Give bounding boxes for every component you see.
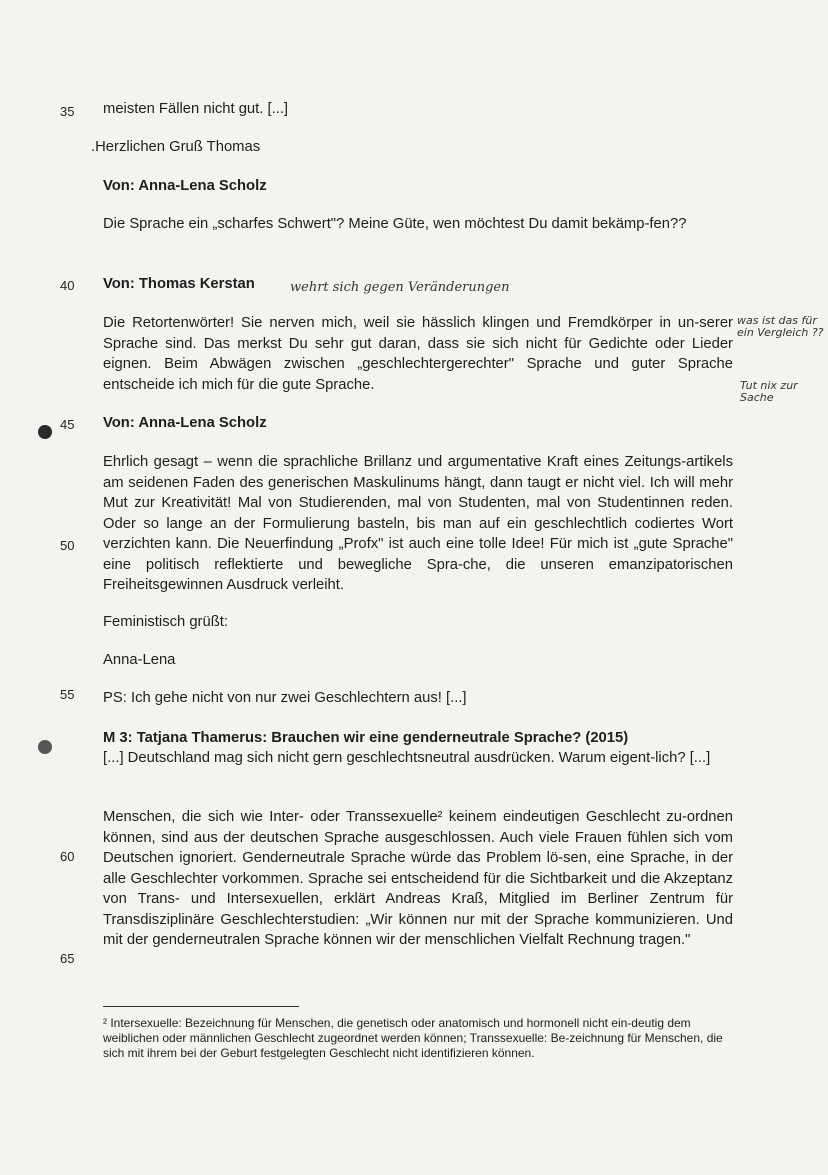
sender-heading: Von: Anna-Lena Scholz bbox=[103, 415, 267, 431]
footnote-divider bbox=[103, 1006, 299, 1007]
punch-hole bbox=[38, 425, 52, 439]
handwritten-annotation: wehrt sich gegen Veränderungen bbox=[290, 280, 510, 295]
greeting-thomas: .Herzlichen Gruß Thomas bbox=[91, 139, 261, 155]
paragraph-scholz-long: Ehrlich gesagt – wenn die sprachliche Brillanz und argumentative Kraft eines Zeitungs-artikels am seidenen Faden des generischen Maskulinums hängt, dann taugt er nicht viel. Ich will mehr Mut zur Kreativität! Mal von Studierenden, mal von Studenten, mal von Studentinnen reden. Oder so lange an der Formulierung basteln, bis man auf ein geschlechtlich codiertes Wort verzichten kann. Die Neuerfindung „Profx" ist auch eine tolle Idee! Für mich ist „gute Sprache" eine politisch reflektierte und bewegliche Spra-che, die unseren emanzipatorischen Freiheitsgewinnen Ausdruck verleiht. bbox=[103, 454, 733, 593]
footnote: ² Intersexuelle: Bezeichnung für Menschen, die genetisch oder anatomisch und hormonell nicht ein-deutig dem weiblichen oder männlichen Geschlecht zugeordnet werden können; Transsexuelle: Be-zeichnung für Menschen, die sich mit ihrem bei der Geburt festgelegten Geschlecht nicht identifizieren können. bbox=[103, 1016, 723, 1060]
paragraph-intro-m3: [...] Deutschland mag sich nicht gern geschlechtsneutral ausdrücken. Warum eigent-lich? [...] bbox=[103, 750, 711, 766]
paragraph-kerstan: Die Retortenwörter! Sie nerven mich, weil sie hässlich klingen und Fremdkörper in un-serer Sprache sind. Das merkst Du sehr gut daran, dass sie sich nicht für Gedichte oder Lieder eignen. Beim Abwägen zwischen „geschlechtergerechter" Sprache und guter Sprache entscheide ich mich für die gute Sprache. bbox=[103, 315, 733, 393]
line-number: 45 bbox=[60, 417, 75, 432]
signature-name: Anna-Lena bbox=[103, 652, 176, 668]
paragraph-intro-end: meisten Fällen nicht gut. [...] bbox=[103, 101, 289, 117]
sender-heading: Von: Anna-Lena Scholz bbox=[103, 178, 267, 194]
closing-line: Feministisch grüßt: bbox=[103, 614, 228, 630]
line-number: 50 bbox=[60, 538, 75, 553]
postscript: PS: Ich gehe nicht von nur zwei Geschlechtern aus! [...] bbox=[103, 690, 467, 706]
paragraph-m3-main: Menschen, die sich wie Inter- oder Transsexuelle² keinem eindeutigen Geschlecht zu-ordnen können, sind aus der deutschen Sprache ausgeschlossen. Auch viele Frauen fühlen sich vom Deutschen ignoriert. Genderneutrale Sprache würde das Problem lö-sen, eine Sprache, in der alle Geschlechter vorkommen. Sprache sei entscheidend für die Sichtbarkeit und die Akzeptanz von Trans- und Intersexuellen, erklärt Andreas Kraß, Mitglied im Berliner Zentrum für Transdisziplinäre Geschlechterstudien: „Wir können nur mit der Sprache kommunizieren. Und mit der genderneutralen Sprache können wir der menschlichen Vielfalt Rechnung tragen." bbox=[103, 809, 733, 948]
section-heading: M 3: Tatjana Thamerus: Brauchen wir eine genderneutrale Sprache? (2015) bbox=[103, 730, 629, 746]
margin-note: was ist das für ein Vergleich ?? bbox=[737, 314, 824, 339]
punch-hole bbox=[38, 740, 52, 754]
paragraph-scholz-reply: Die Sprache ein „scharfes Schwert"? Meine Güte, wen möchtest Du damit bekämp-fen?? bbox=[103, 216, 687, 232]
margin-note: Tut nix zur Sache bbox=[740, 379, 798, 404]
line-number: 60 bbox=[60, 849, 75, 864]
sender-heading: Von: Thomas Kerstan bbox=[103, 276, 255, 292]
line-number: 55 bbox=[60, 687, 75, 702]
line-number: 35 bbox=[60, 104, 75, 119]
line-number: 65 bbox=[60, 951, 75, 966]
line-number: 40 bbox=[60, 278, 75, 293]
